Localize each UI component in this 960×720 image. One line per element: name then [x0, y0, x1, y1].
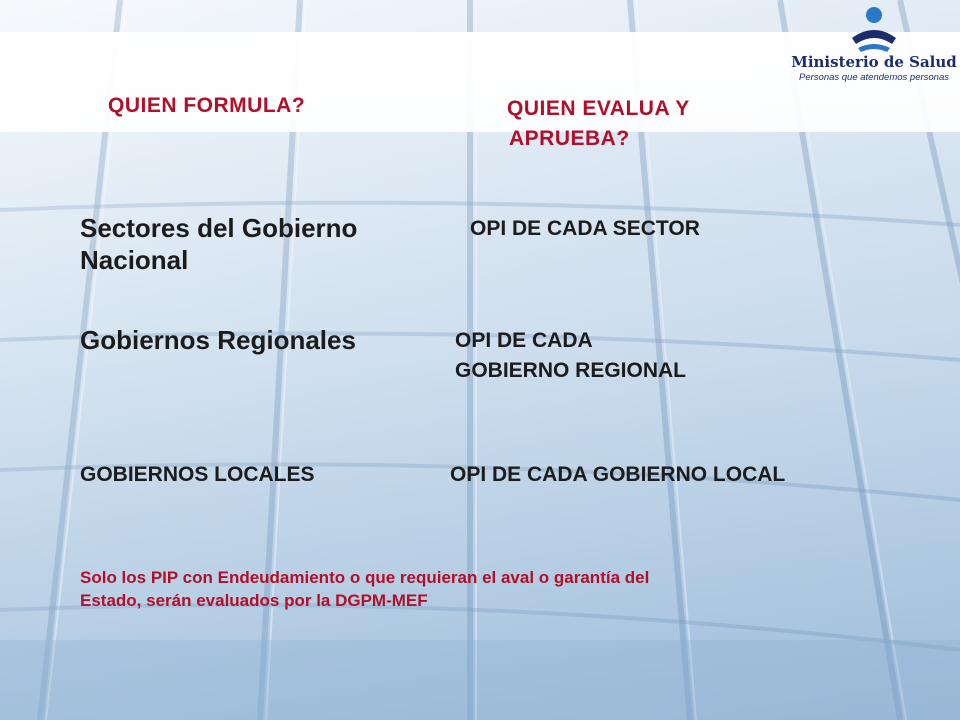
who-evaluates-heading — [507, 94, 787, 154]
who-evaluates-line1: QUIEN EVALUA Y — [507, 97, 690, 120]
evaluator-local-opi: OPI DE CADA GOBIERNO LOCAL — [450, 463, 786, 486]
formulator-line1: Sectores del Gobierno — [80, 213, 358, 243]
evaluator-regional-opi — [455, 326, 686, 386]
who-evaluates-line2: APRUEBA? — [509, 127, 630, 150]
formulator-local-governments: GOBIERNOS LOCALES — [80, 463, 315, 486]
logo-title: Ministerio de Salud — [791, 53, 957, 71]
note-line1: Solo los PIP con Endeudamiento o que requieran el aval o garantía del — [80, 568, 650, 587]
evaluator-line1: OPI DE CADA — [455, 329, 593, 352]
dgpm-mef-note — [80, 566, 900, 612]
note-line2: Estado, serán evaluados por la DGPM-MEF — [80, 591, 428, 610]
evaluator-line2: GOBIERNO REGIONAL — [455, 359, 687, 382]
logo-tagline: Personas que atendemos personas — [799, 72, 949, 83]
person-emblem-icon — [790, 4, 958, 54]
formulator-national-sectors — [80, 212, 357, 276]
formulator-regional-governments: Gobiernos Regionales — [80, 325, 356, 355]
formulator-line2: Nacional — [80, 245, 189, 275]
ministerio-de-salud-logo — [790, 4, 958, 88]
who-formulates-heading: QUIEN FORMULA? — [108, 94, 306, 117]
evaluator-sector-opi: OPI DE CADA SECTOR — [470, 217, 700, 240]
